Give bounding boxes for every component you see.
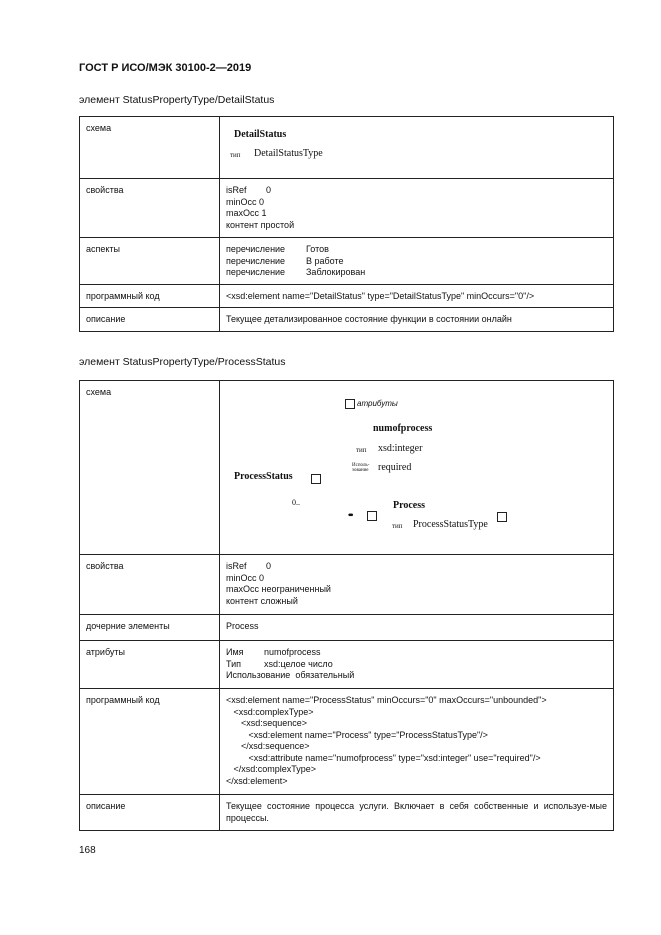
facet-row: перечисление В работе [226,255,344,266]
description-cell: Текущее состояние процесса услуги. Включает в себя собственные и используе-мые процессы. [220,795,614,831]
schema-label: схема [80,117,220,179]
property-row: maxOcc неограниченный [226,584,331,594]
attribute-row: Имя numofprocess [226,647,321,657]
description-cell: Текущее детализированное состояние функции в состоянии онлайн [220,308,614,332]
property-row: minOcc 0 [226,196,265,207]
code-label: программный код [80,284,220,308]
attribute-type-value: xsd:integer [378,443,423,454]
schema-element-name: DetailStatus [234,129,287,140]
code-cell: <xsd:element name="DetailStatus" type="DetailStatusType" minOccurs="0"/> [220,284,614,308]
properties-cell [220,555,614,615]
attribute-row: Тип xsd:целое число [226,658,333,669]
facets-label: аспекты [80,238,220,285]
code-line: <xsd:element name="Process" type="ProcessStatusType"/> [226,729,488,740]
properties-label: свойства [80,555,220,615]
code-line: </xsd:element> [226,775,288,786]
child-type-label: тип [392,522,403,530]
processstatus-table [79,380,614,831]
attribute-name: numofprocess [373,423,433,434]
schema-element-name: ProcessStatus [234,471,293,482]
sequence-expand-icon [367,511,377,521]
code-line: </xsd:sequence> [226,741,310,751]
detailstatus-table [79,116,614,332]
section-title-processstatus: элемент StatusPropertyType/ProcessStatus [79,356,286,368]
schema-label: схема [80,381,220,555]
section-title-detailstatus: элемент StatusPropertyType/DetailStatus [79,94,275,106]
document-header: ГОСТ Р ИСО/МЭК 30100-2—2019 [79,62,252,74]
code-line: </xsd:complexType> [226,764,317,774]
child-expand-icon [497,512,507,522]
attribute-type-label: тип [356,446,367,454]
page-number: 168 [79,845,96,856]
attributes-cell [220,641,614,689]
occurs-label: 0.. [292,498,300,507]
property-row: minOcc 0 [226,572,265,583]
property-row: контент простой [226,219,295,230]
schema-type-label: тип [230,151,241,159]
code-line: <xsd:attribute name="numofprocess" type="xsd:integer" use="required"/> [226,752,541,763]
properties-label: свойства [80,179,220,238]
description-label: описание [80,795,220,831]
code-line: <xsd:sequence> [226,718,308,728]
facet-row: перечисление Готов [226,244,329,254]
attribute-use-label: Исполь- зование [352,463,370,473]
children-cell: Process [220,615,614,641]
attributes-label: атрибуты [357,399,398,408]
child-type-value: ProcessStatusType [413,519,488,530]
attribute-row: Использование обязательный [226,670,355,680]
properties-cell [220,179,614,238]
property-row: контент сложный [226,595,298,606]
code-label: программный код [80,689,220,795]
code-line: <xsd:complexType> [226,706,314,717]
attributes-toggle-icon [345,399,355,409]
schema-type-value: DetailStatusType [254,148,323,159]
facet-row: перечисление Заблокирован [226,267,366,277]
children-label: дочерние элементы [80,615,220,641]
facets-cell [220,238,614,285]
property-row: isRef 0 [226,185,272,195]
code-line: <xsd:element name="ProcessStatus" minOccurs="0" maxOccurs="unbounded"> [226,695,547,705]
attributes-row-label: атрибуты [80,641,220,689]
description-label: описание [80,308,220,332]
schema-cell [220,117,614,179]
sequence-icon: ••• [348,510,352,520]
element-expand-icon [311,474,321,484]
code-cell [220,689,614,795]
property-row: maxOcc 1 [226,208,267,218]
attribute-use-value: required [378,462,412,473]
child-element-name: Process [393,500,426,511]
schema-cell [220,381,614,555]
property-row: isRef 0 [226,561,272,571]
